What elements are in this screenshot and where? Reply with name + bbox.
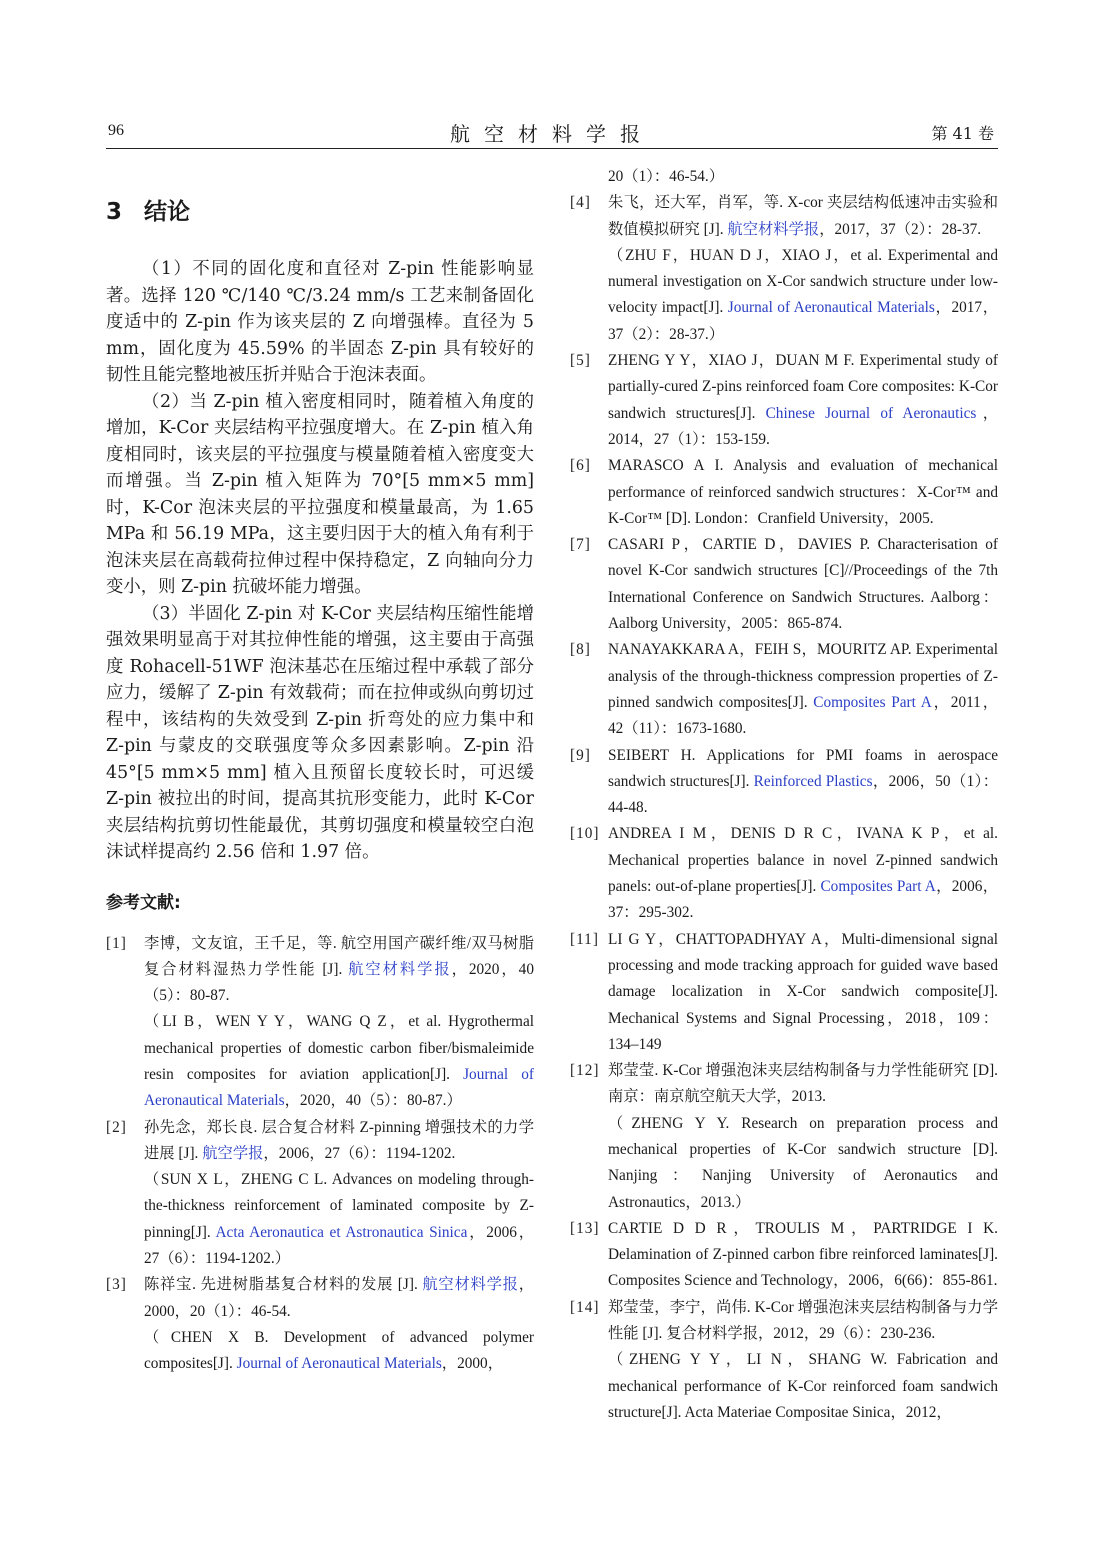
reference-body xyxy=(608,1220,998,1290)
reference-item xyxy=(570,821,998,926)
journal-link[interactable]: Journal of Aeronautical Materials xyxy=(727,299,935,317)
reference-continuation: 20（1）：46-54.） xyxy=(608,168,724,185)
reference-body xyxy=(144,1119,534,1162)
reference-english xyxy=(144,1325,534,1378)
volume-label: 第 41 卷 xyxy=(931,124,994,143)
left-column xyxy=(106,192,534,1378)
reference-english xyxy=(144,1009,534,1114)
reference-list-left xyxy=(106,931,534,1378)
reference-text: （LI B，WEN Y Y，WANG Q Z，et al. Hygrothermal mechanical properties of domestic carbon fiber/bismaleimide resin composites for aviation application[J]. xyxy=(144,1013,534,1083)
reference-english xyxy=(144,1167,534,1272)
reference-text: CARTIE D D R，TROULIS M，PARTRIDGE I K. Delamination of Z-pinned carbon fibre reinforced laminates[J]. Composites Science and Technology，2006，6(66)：855-861. xyxy=(608,1219,998,1290)
reference-text: ，2017，37（2）：28-37. xyxy=(819,220,982,238)
journal-link[interactable]: 航空材料学报 xyxy=(348,960,452,978)
reference-text: 孙先念，郑长良. 层合复合材料 Z-pinning 增强技术的力学进展 [J]. xyxy=(144,1118,534,1162)
running-header xyxy=(106,118,998,149)
reference-text: ，2017，37（2）：28-37.） xyxy=(608,299,998,343)
reference-body xyxy=(608,194,998,237)
reference-number: [4] xyxy=(570,194,591,212)
journal-link[interactable]: Journal of Aeronautical Materials xyxy=(144,1065,534,1110)
reference-number: [2] xyxy=(106,1118,127,1136)
reference-text: ZHENG Y Y，XIAO J，DUAN M F. Experimental study of partially-cured Z-pins reinforced foam Core composites: K-Cor sandwich structures[J]. xyxy=(608,352,998,422)
reference-number: [9] xyxy=(570,746,591,764)
reference-body xyxy=(608,747,998,817)
journal-link[interactable]: Chinese Journal of Aeronautics xyxy=(765,404,977,422)
reference-text: 郑莹莹，李宁，尚伟. K-Cor 增强泡沫夹层结构制备与力学性能 [J]. 复合材料学报，2012，29（6）：230-236. xyxy=(608,1298,998,1343)
reference-item xyxy=(570,927,998,1058)
reference-item xyxy=(570,1216,998,1295)
reference-text: （CHEN X B. Development of advanced polymer composites[J]. xyxy=(144,1328,534,1373)
reference-text: ，2011，42（11）：1673-1680. xyxy=(608,693,998,738)
reference-number: [11] xyxy=(570,930,599,948)
reference-body xyxy=(608,1299,998,1342)
section-title: 结论 xyxy=(144,199,190,225)
reference-english xyxy=(608,243,998,348)
journal-link[interactable]: Reinforced Plastics xyxy=(753,772,873,790)
reference-text: ，2006，27（6）：1194-1202.） xyxy=(144,1223,534,1268)
reference-body xyxy=(608,536,998,632)
reference-text: ANDREA I M，DENIS D R C，IVANA K P，et al. Mechanical properties balance in novel Z-pinned sandwich panels: out-of-plane properties[J]. xyxy=(608,825,998,896)
reference-text: CASARI P，CARTIE D，DAVIES P. Characterisation of novel K-Cor sandwich structures [C]//Proceedings of the 7th International Conference on Sandwich Structures. Aalborg：Aalborg University，2005：865-874. xyxy=(608,536,998,633)
reference-number: [8] xyxy=(570,641,591,659)
reference-body xyxy=(608,641,998,737)
reference-item xyxy=(570,1295,998,1426)
reference-item xyxy=(570,532,998,637)
page-number: 96 xyxy=(108,122,124,139)
reference-item xyxy=(570,190,998,348)
journal-link[interactable]: Composites Part A xyxy=(813,693,932,711)
reference-item xyxy=(570,1058,998,1216)
reference-body xyxy=(144,935,534,1005)
reference-number: [14] xyxy=(570,1298,600,1316)
reference-number: [12] xyxy=(570,1062,600,1080)
reference-text: ，2014，27（1）：153-159. xyxy=(608,404,998,448)
reference-item xyxy=(106,1272,534,1377)
reference-item xyxy=(570,453,998,532)
reference-text: SEIBERT H. Applications for PMI foams in aerospace sandwich structures[J]. xyxy=(608,746,998,790)
reference-text: 郑莹莹. K-Cor 增强泡沫夹层结构制备与力学性能研究 [D]. 南京：南京航空航天大学，2013. xyxy=(608,1062,998,1106)
reference-item xyxy=(106,931,534,1115)
right-column xyxy=(570,164,998,1426)
journal-link[interactable]: 航空材料学报 xyxy=(727,220,820,238)
journal-title: 航空材料学报 xyxy=(450,122,654,146)
reference-item xyxy=(570,743,998,822)
reference-body xyxy=(608,931,998,1053)
reference-item xyxy=(570,348,998,453)
reference-number: [7] xyxy=(570,536,591,554)
reference-body xyxy=(144,1276,534,1319)
reference-text: 陈祥宝. 先进树脂基复合材料的发展 [J]. xyxy=(144,1276,423,1294)
reference-text: ，2006，37：295-302. xyxy=(608,878,998,922)
reference-list-right xyxy=(570,190,998,1426)
journal-link[interactable]: Composites Part A xyxy=(820,878,936,896)
reference-text: ，2006，27（6）：1194-1202. xyxy=(263,1144,456,1162)
reference-text: （SUN X L，ZHENG C L. Advances on modeling through-the-thickness reinforcement of laminated composite by Z-pinning[J]. xyxy=(144,1171,534,1241)
reference-text: ，2000，20（1）：46-54. xyxy=(144,1276,534,1320)
reference-text: 朱飞，还大军，肖军，等. X-cor 夹层结构低速冲击实验和数值模拟研究 [J]. xyxy=(608,194,998,238)
journal-link[interactable]: 航空材料学报 xyxy=(422,1276,519,1294)
reference-text: （ZHU F，HUAN D J，XIAO J，et al. Experimental and numeral investigation on X-Cor sandwich structure under low-velocity impact[J]. xyxy=(608,246,998,317)
reference-item xyxy=(106,1115,534,1273)
reference-text: 李博，文友谊，王千足，等. 航空用国产碳纤维/双马树脂复合材料湿热力学性能 [J]. xyxy=(144,934,534,978)
reference-text: LI G Y，CHATTOPADHYAY A，Multi-dimensional signal processing and mode tracking approach for guided wave based damage localization in X-Cor sandwich composite[J]. Mechanical Systems and Signal Processing，2018，109：134–149 xyxy=(608,930,998,1053)
reference-text: NANAYAKKARA A，FEIH S，MOURITZ AP. Experimental analysis of the through-thickness compression properties of Z-pinned sandwich composites[J]. xyxy=(608,641,998,711)
reference-body xyxy=(608,457,998,527)
reference-english xyxy=(608,1111,998,1216)
reference-number: [10] xyxy=(570,825,600,843)
reference-text: ，2006，50（1）：44-48. xyxy=(608,772,999,817)
reference-text: ，2020，40（5）：80-87. xyxy=(144,960,534,1005)
reference-number: [6] xyxy=(570,457,591,475)
reference-text: ，2020，40（5）：80-87.） xyxy=(284,1092,462,1110)
reference-item xyxy=(570,637,998,742)
reference-body xyxy=(608,1062,998,1105)
reference-text: （ZHENG Y Y，LI N，SHANG W. Fabrication and mechanical performance of K-Cor reinforced foam sandwich structure[J]. Acta Materiae Compositae Sinica，2012， xyxy=(608,1351,998,1421)
reference-number: [5] xyxy=(570,352,591,370)
references-heading: 参考文献: xyxy=(106,892,181,913)
reference-english xyxy=(608,1347,998,1426)
reference-number: [1] xyxy=(106,934,127,952)
journal-link[interactable]: 航空学报 xyxy=(202,1144,264,1162)
reference-number: [3] xyxy=(106,1276,127,1294)
reference-body xyxy=(608,825,998,921)
journal-link[interactable]: Acta Aeronautica et Astronautica Sinica xyxy=(215,1223,468,1241)
section-number: 3 xyxy=(106,199,123,225)
conclusion-paragraph-2: （2）当 Z-pin 植入密度相同时，随着植入角度的增加，K-Cor 夹层结构平拉强度增大。在 Z-pin 植入角度相同时，该夹层的平拉强度与模量随着植入密度变大而增强。当 Z-pin 植入矩阵为 70°[5 mm×5 mm] 时，K-Cor 泡沫夹层的平拉强度和模量最高，为 1.65 MPa 和 56.19 MPa，这主要归因于大的植入角有利于泡沫夹层在高载荷拉伸过程中保持稳定，Z 向轴向分力变小，则 Z-pin 抗破坏能力增强。 xyxy=(106,391,534,597)
reference-text: （ZHENG Y Y. Research on preparation process and mechanical properties of K-Cor sandwich structure [D]. Nanjing：Nanjing University of Aeronautics and Astronautics，2013.） xyxy=(608,1114,998,1211)
reference-text: ，2000， xyxy=(441,1355,503,1373)
journal-link[interactable]: Journal of Aeronautical Materials xyxy=(236,1355,442,1373)
reference-number: [13] xyxy=(570,1219,600,1237)
conclusion-paragraph-3: （3）半固化 Z-pin 对 K-Cor 夹层结构压缩性能增强效果明显高于对其拉伸性能的增强，这主要由于高强度 Rohacell-51WF 泡沫基芯在压缩过程中承载了部分应力，缓解了 Z-pin 有效载荷；而在拉伸或纵向剪切过程中，该结构的失效受到 Z-pin 折弯处的应力集中和 Z-pin 与蒙皮的交联强度等众多因素影响。Z-pin 沿 45°[5 mm×5 mm] 植入且预留长度较长时，可迟缓 Z-pin 被拉出的时间，提高其抗形变能力，此时 K-Cor 夹层结构抗剪切性能最优，其剪切强度和模量较空白泡沫试样提高约 2.56 倍和 1.97 倍。 xyxy=(106,603,534,862)
section-heading xyxy=(106,192,534,232)
conclusion-paragraph-1: （1）不同的固化度和直径对 Z-pin 性能影响显著。选择 120 ℃/140 ℃/3.24 mm/s 工艺来制备固化度适中的 Z-pin 作为该夹层的 Z 向增强棒。直径为 5 mm，固化度为 45.59% 的半固态 Z-pin 具有较好的韧性且能完整地被压折并贴合于泡沫表面。 xyxy=(106,259,534,385)
reference-text: MARASCO A I. Analysis and evaluation of mechanical performance of reinforced sandwich structures：X-Cor™ and K-Cor™ [D]. London：Cranfield University，2005. xyxy=(608,457,998,527)
reference-body xyxy=(608,352,998,448)
